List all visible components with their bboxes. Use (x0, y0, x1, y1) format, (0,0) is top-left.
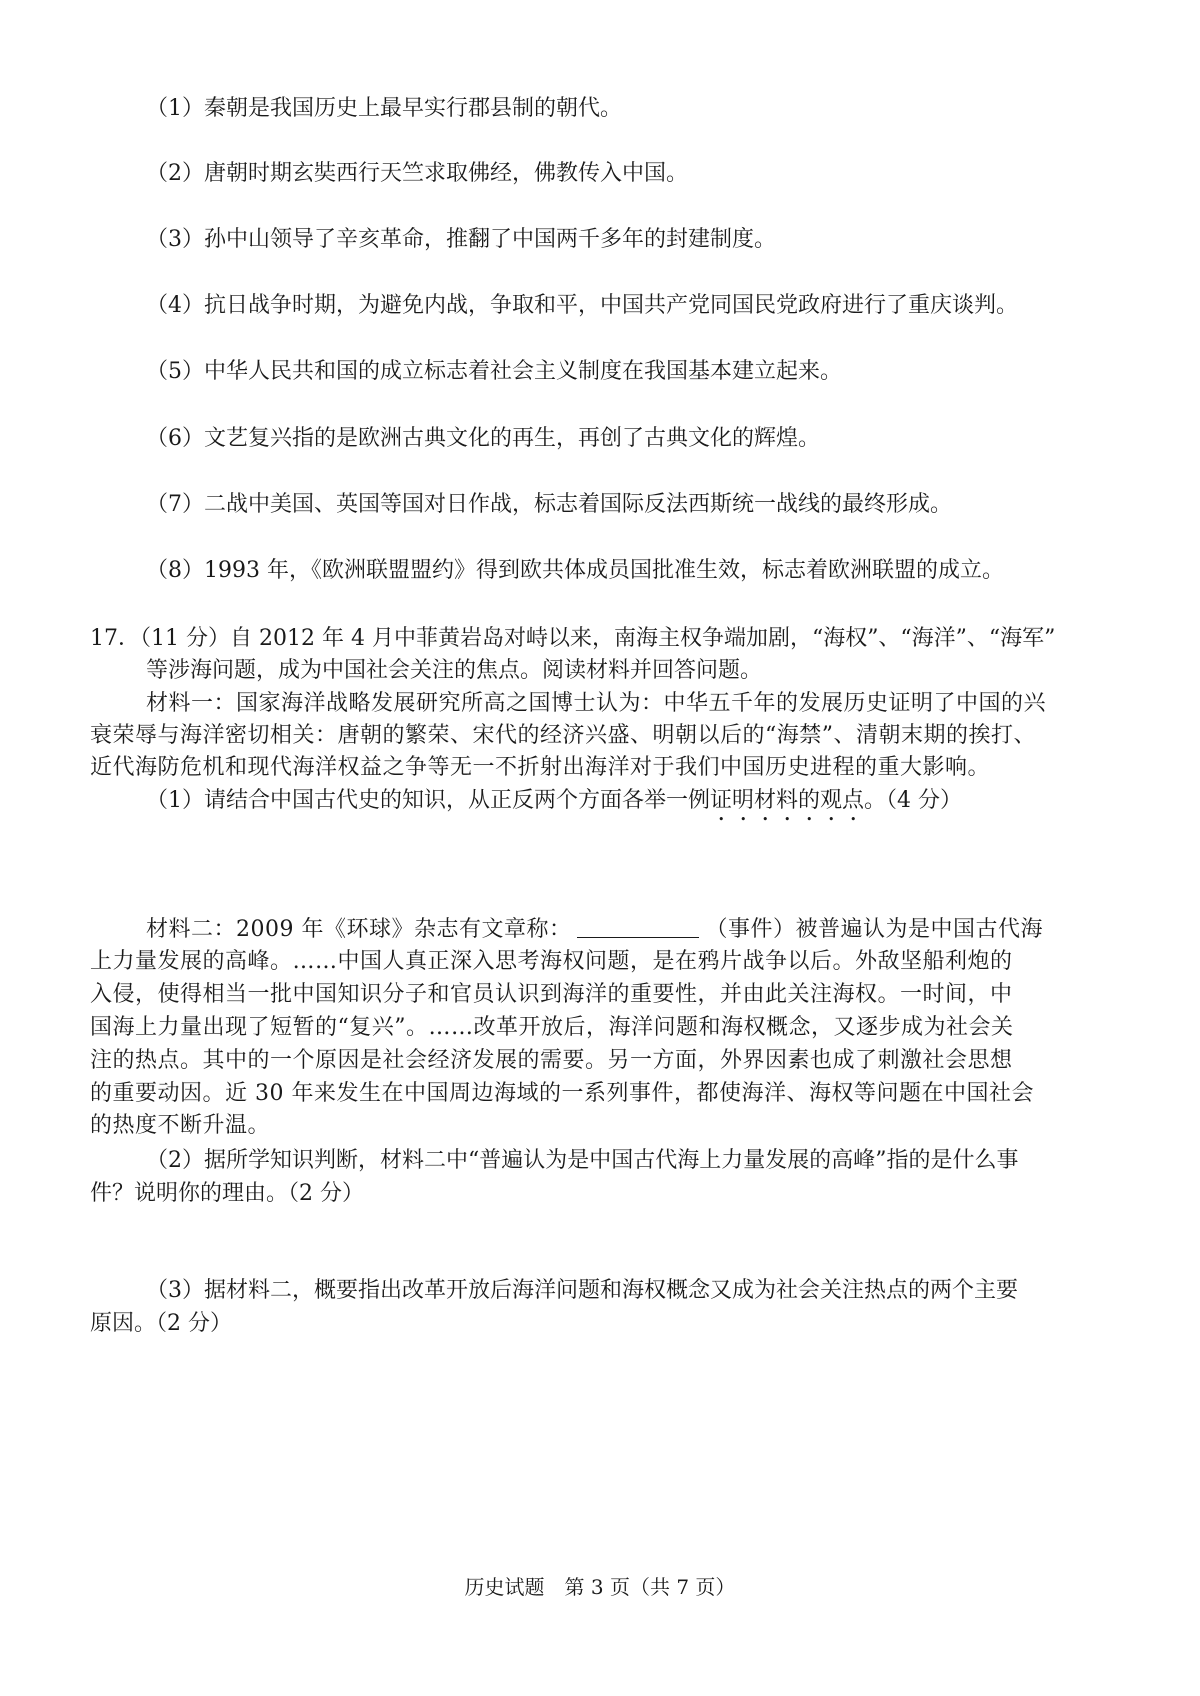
material2-line: 的重要动因。近 30 年来发生在中国周边海域的一系列事件，都使海洋、海权等问题在中国社会 (90, 1081, 1034, 1106)
emphasized-text: 证明材料的观点 (710, 788, 865, 813)
sub-question-3: 原因。（2 分） (90, 1311, 232, 1336)
page-footer: 历史试题 第 3 页（共 7 页） (464, 1575, 736, 1599)
sub-question-3: （3）据材料二，概要指出改革开放后海洋问题和海权概念又成为社会关注热点的两个主要 (146, 1278, 1019, 1303)
material1-line: 衰荣辱与海洋密切相关：唐朝的繁荣、宋代的经济兴盛、明朝以后的“海禁”、清朝末期的挨打、 (90, 723, 1036, 748)
sub-question-1-score: 。（4 分） (864, 788, 963, 813)
statement-5: （5）中华人民共和国的成立标志着社会主义制度在我国基本建立起来。 (146, 359, 842, 384)
material2-line: 的热度不断升温。 (90, 1113, 271, 1138)
q17-intro-line1: 17．（11 分）自 2012 年 4 月中菲黄岩岛对峙以来，南海主权争端加剧，“海权”、“海洋”、“海军” (90, 626, 1056, 651)
statement-3: （3）孙中山领导了辛亥革命，推翻了中国两千多年的封建制度。 (146, 227, 776, 252)
material2-line: 入侵，使得相当一批中国知识分子和官员认识到海洋的重要性，并由此关注海权。一时间，中 (90, 982, 1013, 1007)
statement-1: （1）秦朝是我国历史上最早实行郡县制的朝代。 (146, 96, 622, 121)
material1-line: 材料一：国家海洋战略发展研究所高之国博士认为：中华五千年的发展历史证明了中国的兴 (146, 691, 1047, 716)
material2-line: 国海上力量出现了短暂的“复兴”。……改革开放后，海洋问题和海权概念，又逐步成为社会关 (90, 1015, 1014, 1040)
material2-line (146, 915, 1043, 944)
answer-blank[interactable] (577, 915, 699, 938)
statement-7: （7）二战中美国、英国等国对日作战，标志着国际反法西斯统一战线的最终形成。 (146, 492, 952, 517)
statement-6: （6）文艺复兴指的是欧洲古典文化的再生，再创了古典文化的辉煌。 (146, 426, 820, 451)
sub-question-1 (146, 787, 962, 826)
statement-2: （2）唐朝时期玄奘西行天竺求取佛经，佛教传入中国。 (146, 161, 688, 186)
material2-prefix: 材料二：2009 年《环球》杂志有文章称： (146, 917, 572, 942)
q17-intro-line2: 等涉海问题，成为中国社会关注的焦点。阅读材料并回答问题。 (146, 658, 763, 683)
statement-4: （4）抗日战争时期，为避免内战，争取和平，中国共产党同国民党政府进行了重庆谈判。 (146, 293, 1019, 318)
material1-line: 近代海防危机和现代海洋权益之争等无一不折射出海洋对于我们中国历史进程的重大影响。 (90, 755, 991, 780)
sub-question-1-text: （1）请结合中国古代史的知识，从正反两个方面各举一例 (146, 788, 710, 813)
sub-question-2: （2）据所学知识判断，材料二中“普遍认为是中国古代海上力量发展的高峰”指的是什么事 (146, 1148, 1019, 1173)
material2-suffix: （事件）被普遍认为是中国古代海 (705, 917, 1043, 942)
statement-8: （8）1993 年，《欧洲联盟盟约》得到欧共体成员国批准生效，标志着欧洲联盟的成立。 (146, 558, 1004, 583)
material2-line: 上力量发展的高峰。……中国人真正深入思考海权问题，是在鸦片战争以后。外敌坚船利炮的 (90, 949, 1013, 974)
sub-question-2: 件？说明你的理由。（2 分） (90, 1181, 364, 1206)
material2-line: 注的热点。其中的一个原因是社会经济发展的需要。另一方面，外界因素也成了刺激社会思想 (90, 1048, 1013, 1073)
